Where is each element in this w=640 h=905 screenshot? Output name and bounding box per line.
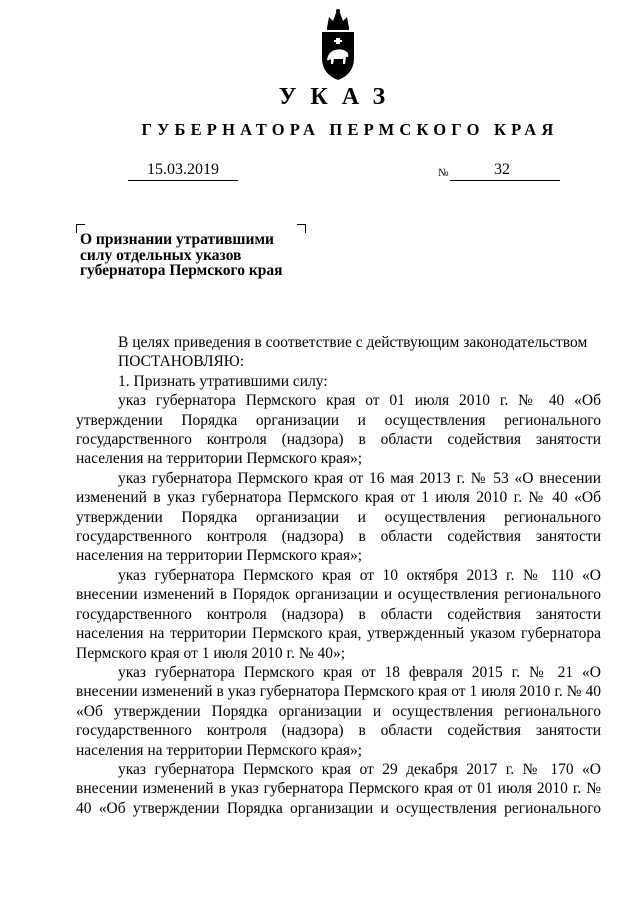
decree-number: 32 [494, 161, 510, 178]
decree-word: ПОСТАНОВЛЯЮ: [118, 353, 245, 371]
repealed-decree-paragraph: указ губернатора Пермского края от 16 мая 2013 г. № 53 «О внесении изменений в указ губернатора Пермского края от 1 июля 2010 г. № 40 «Об утверждении Порядка организации и осуществления регионального государственного контроля (надзора) в области содействия занятости населения на территории Пермского края»; [76, 469, 601, 565]
decree-heading [80, 232, 310, 279]
decree-issuer: ГУБЕРНАТОРА ПЕРМСКОГО КРАЯ [141, 120, 559, 139]
decree-body [76, 333, 601, 818]
coat-of-arms-icon [318, 8, 358, 82]
item-1: 1. Признать утратившими силу: [118, 372, 328, 390]
intro-paragraph: В целях приведения в соответствие с действующим законодательством [118, 334, 588, 351]
decree-date: 15.03.2019 [128, 161, 238, 181]
heading-line: О признании утратившими [80, 231, 274, 248]
repealed-decree-paragraph: указ губернатора Пермского края от 18 февраля 2015 г. № 21 «О внесении изменений в указ губернатора Пермского края от 1 июля 2010 г. № 40 «Об утверждении Порядка организации и осуществления регионального государственного контроля (надзора) в области содействия занятости населения на территории Пермского края»; [76, 663, 601, 759]
decree-number-field [450, 161, 560, 181]
decree-title: УКАЗ [278, 84, 400, 110]
heading-line: губернатора Пермского края [80, 262, 283, 279]
repealed-decree-paragraph: указ губернатора Пермского края от 10 октября 2013 г. № 110 «О внесении изменений в Порядок организации и осуществления регионального государственного контроля (надзора) в области содействия занятости населения на территории Пермского края, утвержденный указом губернатора Пермского края от 1 июля 2010 г. № 40»; [76, 566, 601, 662]
number-sign: № [438, 167, 449, 179]
repealed-decree-paragraph: указ губернатора Пермского края от 29 декабря 2017 г. № 170 «О внесении изменений в указ губернатора Пермского края от 01 июля 2010 г. № 40 «Об утверждении Порядка организации и осуществления регионального [76, 760, 601, 817]
heading-line: силу отдельных указов [80, 246, 242, 264]
repealed-decree-paragraph: указ губернатора Пермского края от 01 июля 2010 г. № 40 «Об утверждении Порядка организации и осуществления регионального государственного контроля (надзора) в области содействия занятости населения на территории Пермского края»; [76, 392, 601, 468]
